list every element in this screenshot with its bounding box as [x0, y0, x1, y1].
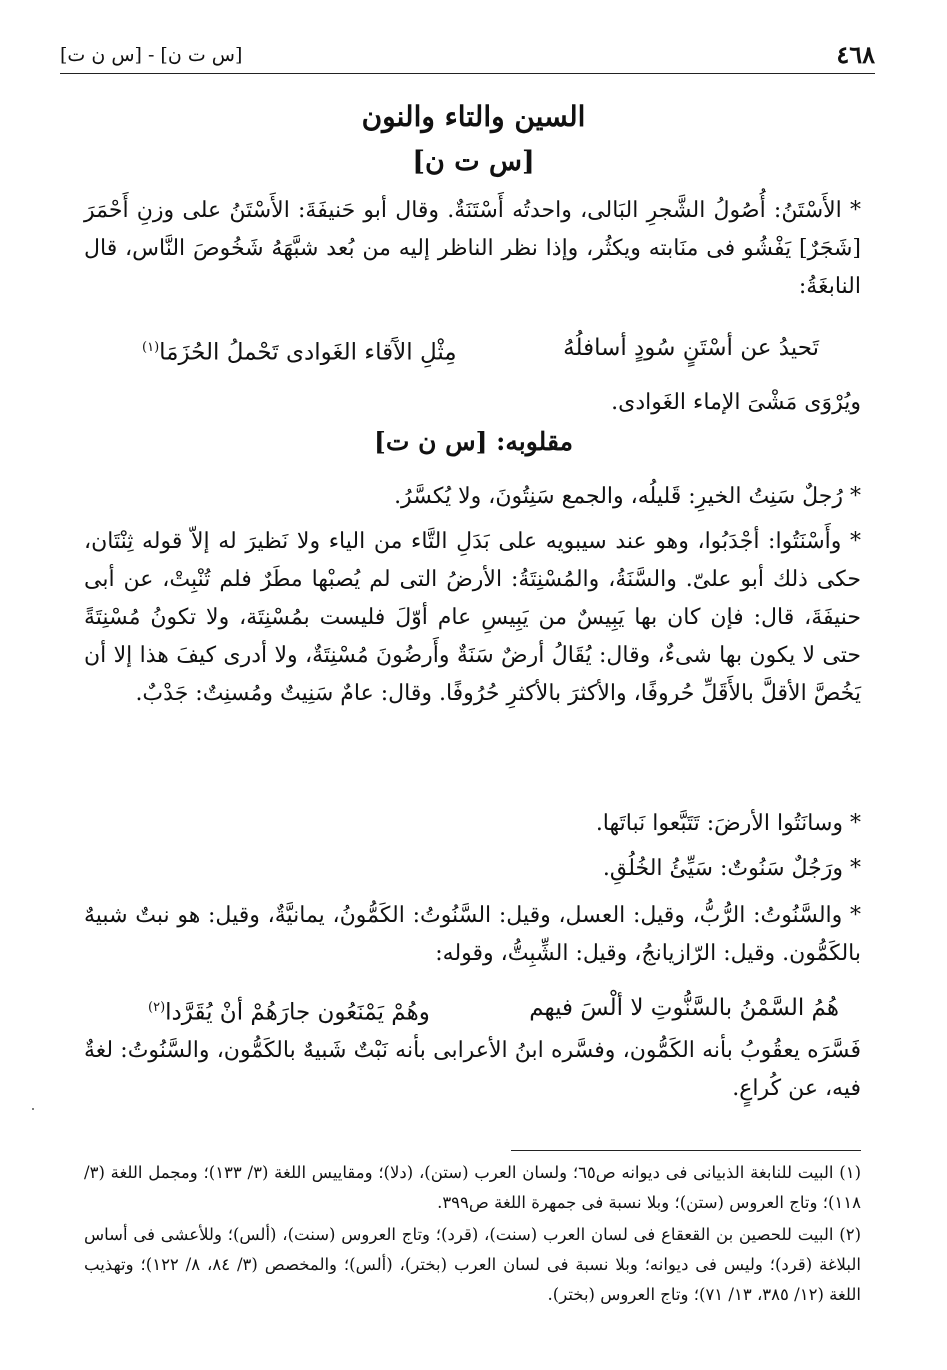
verse-1-second-hemistich: [142, 330, 457, 371]
inverted-root-heading: مقلوبه: [س ن ت]: [374, 427, 573, 456]
verse-2-first-hemistich: هُمُ السَّمْنُ بالسَّنُّوتِ لا ألْسَ فيهم: [529, 995, 839, 1021]
verse-1-second-text: مِثْلِ الآَقاء الغَوادى تَحْملُ الحُزَمَا: [159, 339, 457, 366]
header-root-reference: [س ت ن] - [س ن ت]: [60, 44, 243, 66]
entry-sanatu-line: * وسانَتُوا الأرضَ: تَتَبَّعوا نَباتَها.: [595, 811, 861, 836]
verse-2-second-text: وهُمْ يَمْنَعُون جارَهُمْ أنْ يُقَرَّدا: [165, 999, 430, 1026]
entry-asnatu-paragraph: * وأَسْنَتُوا: أجْدَبُوا، وهو عند سيبويه على بَدَلِ التَّاء من الياء ولا نَظيرَ له إلاّ قوله ثِنْتَان، حكى ذلك أبو علىّ. والسَّنَةُ، والمُسْنِتَةُ: الأرضُ التى لم يُصبْها مطَرٌ فلم تُنْبِتْ، عن أبى حنيفَةَ، قال: فإن كان بها يَبِيسٌ من يَبِيسِ عام أوّلَ فليست بمُسْنِتَة، ولا تكونُ مُسْنِتَةً حتى لا يكون بها شىءٌ، وقال: يُقَالُ أرضٌ سَنَةٌ وأَرضُونَ مُسْنِتَةٌ، ولا أدرى كيفَ هذا إلا أن يَخُصَّ الأقلَّ بالأَقَلِّ حُروفًا، والأكثرَ بالأكثرِ حُرُوفًا. وقال: عامٌ سَنِيتٌ ومُسنِتٌ: جَدْبٌ.: [84, 529, 861, 706]
footnote-marker-2: (٢): [148, 1000, 166, 1015]
running-header: [60, 38, 875, 74]
page-number: ٤٦٨: [836, 40, 875, 69]
margin-dot: [32, 1108, 34, 1110]
footnote-2: (٢) البيت للحصين بن القعقاع فى لسان العرب (سنت)، (قرد)؛ وتاج العروس (سنت)، (ألس)؛ وللأعشى فى أساس البلاغة (قرد)؛ وليس فى ديوانه؛ وبلا نسبة فى لسان العرب (بختر)، (ألس)؛ والمخصص (٣/ ٨٤، ٨/ ١٢٢)؛ وتهذيب اللغة (١٢/ ٣٨٥، ١٣/ ٧١)؛ وتاج العروس (بختر).: [84, 1225, 861, 1304]
footnote-marker-1: (١): [142, 340, 160, 355]
entry-sanit-line: * رُجلٌ سَنِتُ الخيرِ: قَليلُه، والجمع سَنِتُونَ، ولا يُكسَّرُ.: [394, 484, 861, 509]
entry-sannut-explanation: فَسَّرَه يعقُوبُ بأنه الكَمُّون، وفسَّره ابنُ الأعرابى بأنه نَبْتٌ شَبيهٌ بالكَمُّون، والسَّنُوتُ: لغةٌ فيه، عن كُراعٍ.: [84, 1038, 861, 1101]
verse-1-first-hemistich: تَحيدُ عن أسْتَنٍ سُودٍ أسافلُهُ: [563, 335, 819, 361]
header-rule: [60, 73, 875, 74]
root-heading: [س ت ن]: [412, 146, 535, 177]
footnote-1: (١) البيت للنابغة الذبيانى فى ديوانه ص٦٥؛ ولسان العرب (ستن)، (دلا)؛ ومقاييس اللغة (٣/ ١٣٣)؛ ومجمل اللغة (٣/ ١١٨)؛ وتاج العروس (ستن)؛ وبلا نسبة فى جمهرة اللغة ص٣٩٩.: [84, 1163, 861, 1212]
entry-asatan-paragraph: * الأَسْتَنُ: أُصُولُ الشَّجرِ البَالى، واحدتُه أَسْتَنَةٌ. وقال أبو حَنيفَةَ: الأَسْتَنُ على وزنِ أَحْمَرَ [شَجَرٌ] يَفْشُو فى منَابته ويكثُر، وإذا نظر الناظر إليه من بُعد شبَّهَهُ شَخُوصَ النَّاس، قال النابغَةُ:: [84, 198, 861, 299]
entry-sanut-line: * ورَجُلٌ سَنُوتٌ: سَيِّئُ الخُلُقِ.: [602, 856, 861, 881]
entry-sannut-paragraph: * والسَّنُوتُ: الرُّبُّ، وقيل: العسل، وقيل: السَّنُوتُ: الكَمُّونُ، يمانيَّةٌ، وقيل: هو نبتٌ شبيهٌ بالكَمُّون. وقيل: الرّازيانجُ، وقيل: الشِّبِتُّ، وقوله:: [84, 903, 861, 966]
verse-variant: ويُرْوَى مَشْىَ الإماء الغَوادى.: [611, 390, 861, 415]
chapter-title: السين والتاء والنون: [361, 100, 586, 133]
verse-2-second-hemistich: [148, 990, 430, 1031]
footnote-rule: [511, 1150, 861, 1151]
